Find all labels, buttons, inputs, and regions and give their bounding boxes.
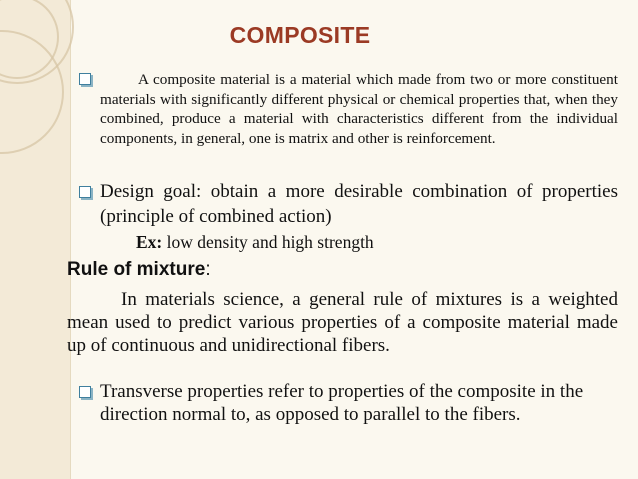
rule-of-mixture-paragraph: In materials science, a general rule of mixtures is a weighted mean used to predict various properties of a composite material made up of continuous and unidirectional fibers. xyxy=(67,289,618,356)
rule-of-mixture-heading xyxy=(67,259,211,281)
square-bullet-icon xyxy=(79,186,91,201)
square-bullet-icon xyxy=(79,73,91,88)
rule-heading-text: Rule of mixture xyxy=(67,259,206,280)
example-text: low density and high strength xyxy=(162,232,374,252)
transverse-properties-paragraph: Transverse properties refer to properties of the composite in the direction normal to, as opposed to parallel to the fibers. xyxy=(100,381,584,425)
rule-heading-colon: : xyxy=(205,259,211,280)
example-label: Ex: xyxy=(136,232,163,252)
square-bullet-icon xyxy=(79,386,91,401)
design-goal-paragraph: Design goal: obtain a more desirable combination of properties (principle of combined action) xyxy=(100,181,618,227)
composite-definition-paragraph: A composite material is a material which made from two or more constituent materials with significantly different physical or chemical properties that, when they combined, produce a material with characteristics different from the individual components, in general, one is matrix and other is reinforcement. xyxy=(100,71,618,147)
example-line xyxy=(136,232,374,253)
page-title: COMPOSITE xyxy=(229,22,371,48)
